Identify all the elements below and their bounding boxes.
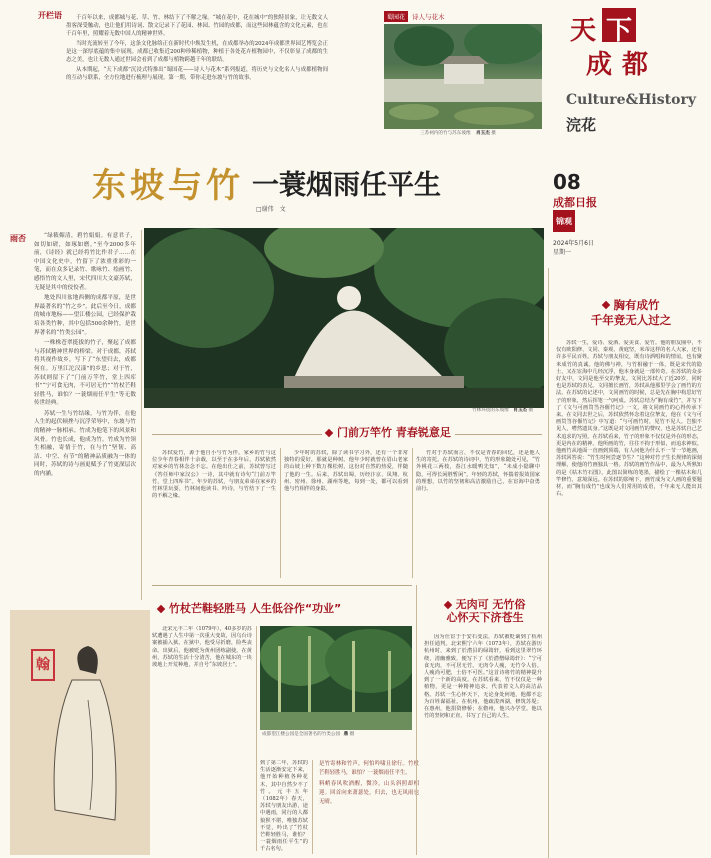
left-column [34,232,136,632]
main-title-part1: 东坡与竹 [92,165,244,206]
top-photo-art [384,24,542,129]
door-col2: 少年时的苏轼，除了读书学习外，还有一个非常独特的爱好，那就是种树。他年少时就曾在眉山老家的山坡上种下数万棵松树，这份对自然的热爱，伴随了他的一生。后来，苏轼出蜀，历经汴京、凤翔、杭州、密州、徐州、湖州等地，每到一处，都可以看到他与竹相伴的身影。 [284,450,408,493]
poem-line: 是竹寄林和竹声，何怕吟啸且徐行。竹杖芒鞋轻胜马，谁怕？一蓑烟雨任平生。 [319,761,419,776]
jinguan-badge: 锦观 [553,210,575,232]
series-badge-label: 蜀园花 [384,11,408,22]
bamboo-photo [260,626,412,730]
door-col1: 苏轼爱竹，源于他自小与竹为伴。家乡的竹与这位少年青春相伴十余载，以至于在多年后，苏轼依然对家乡的竹林念念不忘。在他出仕之前，苏轼曾写过《答任师中家汉公》一诗，其中就有诗句“门前万竿竹，堂上四库书”。年少的苏轼，与朋友弟弟在家乡的竹林里玩耍，竹林间他读书、吟诗，与竹结下了一生的不解之缘。 [152,450,276,500]
main-title-part2: 一蓑烟雨任平生 [252,169,441,201]
top-photo [384,24,542,129]
statue-photo-caption: 竹林环绕的东坡像 肖玉杰 摄 [472,408,534,413]
intro-paragraph: 从本期起，“天下成都”沉浸式特推出“蜀国花——诗人与花木”系列报道，将历史与文化名人与成都植物间的互动与联系，全方位地进行梳理与展现。第一期，带你走进东坡与竹的故事。 [66,67,328,81]
diamond-icon [443,600,451,608]
logo-char: 都 [622,50,649,80]
section-heading-staff: 竹杖芒鞋轻胜马 人生低谷作“功业” [158,602,341,615]
section-heading-meat: 无肉可 无竹俗 心怀天下济苍生 [426,598,544,624]
poem-line: 料峭春风吹酒醒，微冷，山头斜照却相迎。回首向来萧瑟处，归去，也无风雨也无晴。 [319,781,419,805]
main-title [92,158,512,206]
section-heading-door: 门前万竿竹 青春锐意足 [322,426,455,439]
painting-art [10,610,150,855]
statue-photo-art [144,228,544,408]
diamond-icon [325,428,333,436]
intro-paragraph: 当时光流转至了今年，这条文化脉络正在新时代中焕发生机，在成都举办的2024年成都世界园艺博览会正是这一深厚底蕴的集中展现。成都已收集近200种珍稀植物，种植于各处花卉植物园中，不仅彰显了成都的生态之美，也让无数人通过世园会看到了成都与植物跨越千年的联结。 [66,41,328,63]
top-photo-caption: 三苏祠内的竹与苏东坡像 肖玉杰 摄 [420,131,496,136]
statue-photo [144,228,544,408]
logo-char: 下 [606,16,633,46]
diamond-icon [157,604,165,612]
section-flower-char: 浣花 [566,116,597,134]
left-paragraph: 地处四川盆地西侧的成都平原，是世界最著名的“竹之乡”。此后至今日，成都的城市地标——望江楼公园，已经保护栽培各类竹种，其中包括500余种竹，是世界著名的“竹类公园”。 [34,295,136,336]
door-col3: 竹对于苏轼而言，不仅是青春的回忆，还是他人生的寄托。在苏轼的诗词中，竹的形象随处可见，“竹外桃花三两枝，春江水暖鸭先知”，“未成小隐聊中隐，可得长闲胜暂闲”。年轻的苏轼，怀揣着报效国家的理想，以竹的坚韧和高洁激励自己，在宦海中奋勇前行。 [416,450,540,493]
bamboo-photo-art [260,626,412,730]
culture-history-label: Culture&History [566,92,696,108]
painting-seal: 翰 [36,657,50,673]
intro-block [38,10,330,130]
bamboo-photo-caption: 成都望江楼公园是全国著名的竹类公园 鼎 摄 [262,732,355,737]
left-column-tag: 雨否 [10,234,26,243]
byline: □谢伟 文 [256,206,286,213]
staff-col2: 到了第二年，苏轼的生活逐渐安定下来，他开始种植各种花木，其中自然少不了竹。元丰五年（1082年）春天，苏轼与朋友出游，途中遇雨，同行的人都狼狈不堪，唯独苏轼不觉，吟出了“竹杖芒鞋轻胜马，谁怕？一蓑烟雨任平生”的千古名句。 [260,760,308,853]
left-paragraph: “绿筱媚清，碧竹娟娟。有意君子，如切如磋，如琢如磨。”至今2000多年前，《诗经》就已经将竹比作君子……在中国文化史中，竹留下了浓重重彩的一笔，而在众多记录竹、歌咏竹、绘画竹、感悟竹的文人里，宋代四川大文豪苏轼，无疑是其中的佼佼者。 [34,233,136,291]
logo-char: 天 [570,16,597,46]
meat-body: 因为仕宦于于安石变法，苏轼被贬谪到了杭州担任通判。北宋熙宁六年（1073年），苏轼在游历杭州时，来到了於潜县的绿筠轩，看到这里翠竹环绕，清幽雅致，便写下了《於潜僧绿筠轩》：“宁可食无肉，不可居无竹。无肉令人瘦，无竹令人俗。人瘦尚可肥，士俗不可医。”这首诗将竹的精神提升到了一个新的高度。在苏轼看来，竹不仅仅是一种植物，更是一种精神追求，代表着文人的高洁品格。苏轼一生心怀天下，无论身处何地，他都不忘为百姓谋福祉。在杭州，他疏浚西湖，修筑苏堤；在惠州，他捐资修桥；在儋州，他兴办学堂。他以竹的坚韧和正直，书写了自己的人生。 [424,634,542,720]
issue-date: 2024年5月6日 [553,240,594,247]
masthead-logo [566,8,696,88]
logo-char: 成 [586,50,613,80]
series-badge [384,10,445,22]
series-title: 诗人与花木 [412,12,445,21]
page-number: 08 [553,170,581,194]
intro-paragraph: 千百年以来，成都城与花、草、竹、林结下了不解之缘。“城在花中，花在城中”的独特景象，让无数文人墨客深受触动，也让他们用诗词、散文记录下了花园、林园、竹园的成都，而这些园林蕴含的文化元素，也在千百年里，照耀着无数中国人的精神世界。 [66,15,328,37]
left-paragraph: 苏轼一生与竹结缘，与竹为伴，在他人生的起伏顿挫与沉浮荣辱中，东坡与竹的精神一脉相承。竹成为他笔下的风景和风骨。竹也长成，他成为竹。竹成为竹领生相融，寄情于竹，在与竹“坚韧、高洁、中空、有节”的精神品质融为一体的同时，苏轼的诗与画更赋予了竹更深层次的内涵。 [34,410,136,478]
right-column-body: 苏轼一生，爱诗、爱酒、爱美食、爱竹。他的朋友圈中，不仅有欧阳修、文同、秦观、黄庭坚，米芾这样的名人大家，还有许多平民百姓。苏轼与朋友相交，既有诗酒唱和的情谊，也有聚米成竹的真诚。他的佛与禅，与竹相融于一体，既是宋代的隐士，又在宦海中几经沉浮，他本身就是一部传奇。在苏轼的众多好友中，文同是他至交的挚友。文同比苏轼大了近20岁，同时也是苏轼的表兄。文同擅长画竹，苏轼从他那里学会了画竹的方法。在苏轼的记述中，文同画竹的时候，总是先在胸中构思好竹子的形象，然后挥笔一气呵成。苏轼总结为“胸有成竹”，并写下了《文与可画筼筜谷偃竹记》一文，将文同画竹的心得传承下来。在文同去世之后，苏轼依然怀念着这位挚友，他在《文与可画筼筜谷偃竹记》中写道：“与可画竹时，见竹不见人。岂独不见人，嗒然遗其身。”这既是对文同画竹的赞叹，也是苏轼自己艺术追求的写照。在苏轼看来，竹子的形象不仅仅是外在的形态，更是内在的精神。他所画的竹，往往不拘于形似，而追求神似。他画竹从地面一直画到顶端，有人问他为什么不一节一节地画，苏轼回答说：“竹生时何尝逐节生？”这种对竹子生长规律的深刻理解，使他的竹画独具一格。苏轼的画竹作品中，最为人所熟知的是《枯木竹石图》，此图以简练的笔墨，描绘了一棵枯木和几竿修竹，意境深远。在苏轼的影响下，画竹成为文人画的重要题材，而“胸有成竹”也成为人们常用的成语，千年来无人能出其右。 [556,340,702,498]
dongpo-painting [10,610,150,855]
intro-tag: 开栏语 [38,11,62,20]
diamond-icon [601,301,609,309]
issue-weekday: 星期一 [553,249,572,256]
poem-box [312,760,419,854]
paper-name: 成都日报 [553,196,597,209]
staff-col1: 北宋元丰二年（1079年），40多岁的苏轼遭遇了人生中第一次重大变故，因乌台诗案被捕入狱。在狱中，他受尽折磨，险些丧命。出狱后，他被贬为黄州团练副使。在黄州，苏轼的生活十分清苦，他在城东的一块坡地上开荒种地，并自号“东坡居士”。 [152,626,252,669]
left-paragraph: 一株株苍翠挺拔的竹子，聚起了成都与苏轼精神世界的桥梁。对于成都，苏轼将其视作故乡，写下了“东望归去，成都何在。万里江沱汉漾”的乡思；对于竹，苏轼则留下了“门前万竿竹，堂上四库书”“宁可食无肉，不可居无竹”“竹杖芒鞋轻胜马，谁怕？一蓑烟雨任平生”等无数传世经典。 [34,340,136,407]
section-heading-bamboo-mind: 胸有成竹 千年竞无人过之 [590,298,672,327]
